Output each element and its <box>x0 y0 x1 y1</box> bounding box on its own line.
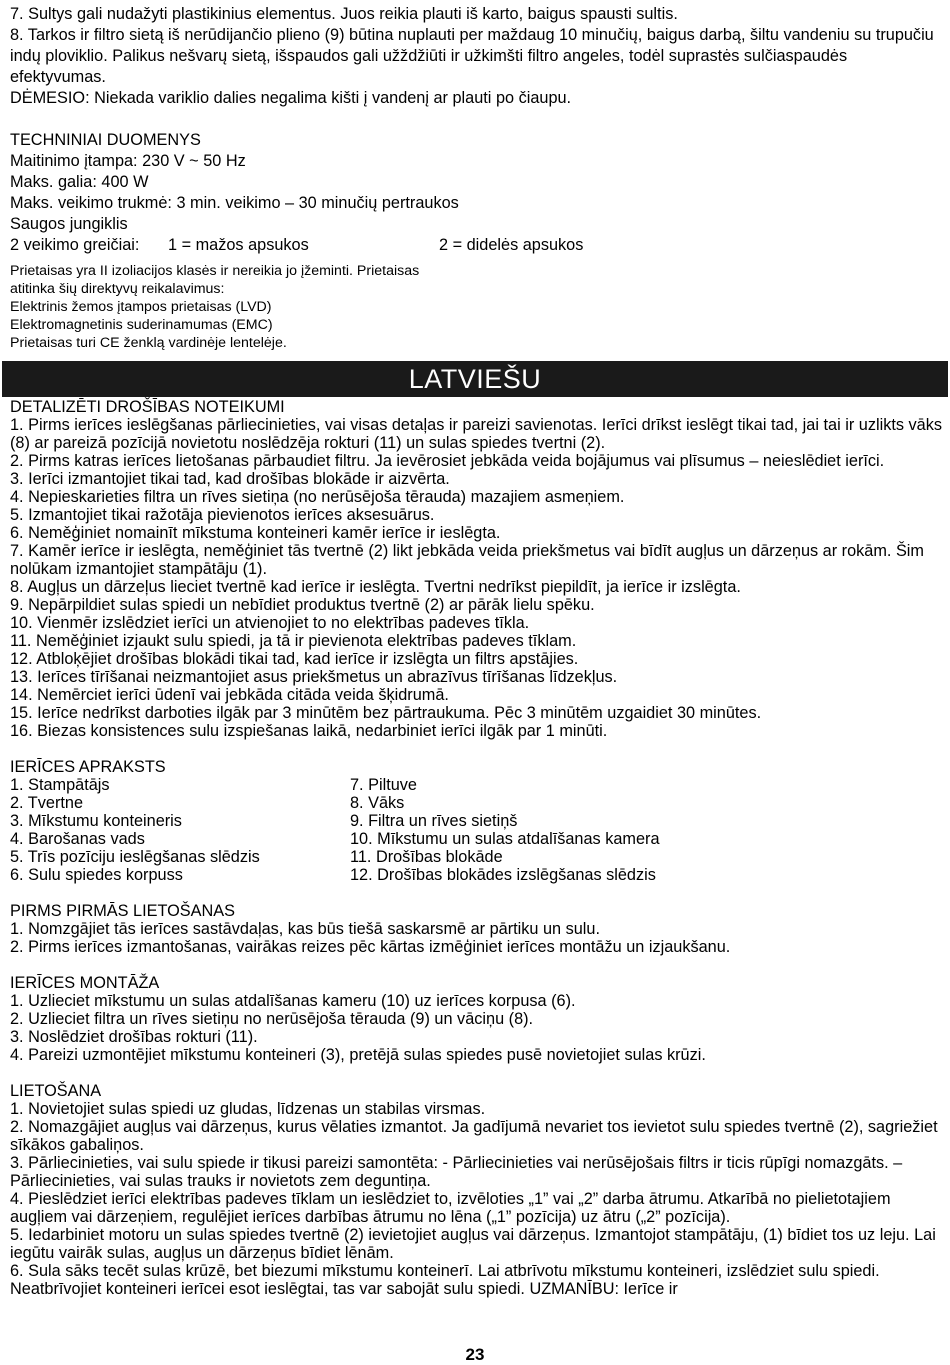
list-item: 3. Noslēdziet drošības rokturi (11). <box>10 1028 258 1046</box>
lt-tech-line: Maks. galia: 400 W <box>10 173 149 191</box>
list-item: 15. Ierīce nedrīkst darboties ilgāk par 3 minūtēm bez pārtraukuma. Pēc 3 minūtēm uzgaidiet 30 minūtes. <box>10 704 762 722</box>
lt-speed-high: 2 = didelės apsukos <box>439 236 584 254</box>
list-item: 7. Kamēr ierīce ir ieslēgta, neměģiniet tās tvertnē (2) likt jebkāda veida priekšmetus vai bīdīt augļus un dārzeņus ar rokām. Šim nolūkam izmantojiet stampātāju (1). <box>10 542 924 578</box>
lt-speed-low: 1 = mažos apsukos <box>168 236 309 254</box>
list-item: 12. Drošības blokādes izslēgšanas slēdzis <box>350 866 656 884</box>
list-item: 4. Pieslēdziet ierīci elektrības padeves tīklam un ieslēdziet to, izvēloties „1” vai „2” darba ātrumu. Atkarībā no pielietotajiem augļiem vai dārzeņiem, regulējiet ierīces darbības ātrumu no lēna („1” pozīcija) uz ātru („2” pozīcija). <box>10 1190 891 1226</box>
list-item: 16. Biezas konsistences sulu izspiešanas laikā, nedarbiniet ierīci ilgāk par 1 minūti. <box>10 722 608 740</box>
lv-desc-left <box>10 776 350 884</box>
list-item: 6. Sulu spiedes korpuss <box>10 866 183 884</box>
list-item: 9. Filtra un rīves sietiņš <box>350 812 518 830</box>
lt-compliance-line: Elektrinis žemos įtampos prietaisas (LVD) <box>10 299 272 315</box>
lithuanian-section <box>10 4 940 352</box>
list-item: 1. Uzlieciet mīkstumu un sulas atdalīšanas kameru (10) uz ierīces korpusa (6). <box>10 992 576 1010</box>
list-item: 1. Stampātājs <box>10 776 110 794</box>
list-item: 2. Tvertne <box>10 794 84 812</box>
list-item: 5. Trīs pozīciju ieslēgšanas slēdzis <box>10 848 260 866</box>
lt-compliance-line: Prietaisas turi CE ženklą vardinėje lentelėje. <box>10 335 287 351</box>
list-item: 11. Drošības blokāde <box>350 848 503 866</box>
list-item: 2. Pirms katras ierīces lietošanas pārbaudiet filtru. Ja ievērosiet jebkāda veida bojājumus vai plīsumus – neieslēdiet ierīci. <box>10 452 885 470</box>
list-item: 12. Atbloķējiet drošības blokādi tikai tad, kad ierīce ir izslēgta un filtrs apstājies. <box>10 650 579 668</box>
lt-item-8: 8. Tarkos ir filtro sietą iš nerūdijančio plieno (9) būtina nuplauti per maždaug 10 minučių, baigus darbą, šiltu vandeniu su trupučiu indų ploviklio. Palikus nešvarų sietą, išspaudos gali užždžiūti ir užkimšti filtro angeles, todėl suprastės sulčiaspaudės efektyvumas. <box>10 26 934 86</box>
lt-tech-line: Saugos jungiklis <box>10 215 128 233</box>
list-item: 10. Vienmēr izslēdziet ierīci un atvienojiet to no elektrības padeves tīkla. <box>10 614 530 632</box>
lv-first-use-heading: PIRMS PIRMĀS LIETOŠANAS <box>10 902 235 920</box>
lt-compliance-line: atitinka šių direktyvų reikalavimus: <box>10 281 225 297</box>
lt-compliance-line: Prietaisas yra II izoliacijos klasės ir nereikia jo įžeminti. Prietaisas <box>10 263 420 279</box>
list-item: 6. Sula sāks tecēt sulas krūzē, bet biezumi mīkstumu konteinerī. Lai atbrīvotu mīkstumu konteineri, izslēdziet sulu spiedi. Neatbrīvojiet konteineri ierīcei esot ieslēgtai, tas var sabojāt sulu spiedi. UZMANĪBU: Ierīce ir <box>10 1262 880 1298</box>
list-item: 3. Pārliecinieties, vai sulu spiede ir tikusi pareizi samontēta: - Pārliecinieties vai nerūsējošais filtrs ir ticis rūpīgi nomazgāts. – Pārliecinieties, vai sulas trauks ir novietots zem deguntiņa. <box>10 1154 903 1190</box>
list-item: 7. Piltuve <box>350 776 417 794</box>
list-item: 1. Pirms ierīces ieslēgšanas pārliecinieties, vai visas detaļas ir pareizi savienotas. Ierīci drīkst ieslēgt tikai tad, jai tai ir uzlikts vāks (8) ar pareizā pozīcijā novietotu noslēdzēja rokturi (11) un sulas spiedes tvertni (2). <box>10 416 943 452</box>
list-item: 6. Neměģiniet nomainīt mīkstuma konteineri kamēr ierīce ir ieslēgta. <box>10 524 501 542</box>
list-item: 13. Ierīces tīrīšanai neizmantojiet asus priekšmetus un abrazīvus tīrīšanas līdzekļus. <box>10 668 618 686</box>
list-item: 3. Ierīci izmantojiet tikai tad, kad drošības blokāde ir aizvērta. <box>10 470 450 488</box>
list-item: 11. Neměģiniet izjaukt sulu spiedi, ja tā ir pievienota elektrības padeves tīklam. <box>10 632 577 650</box>
list-item: 5. Izmantojiet tikai ražotāja pievienotos ierīces aksesuārus. <box>10 506 435 524</box>
list-item: 3. Mīkstumu konteineris <box>10 812 182 830</box>
list-item: 5. Iedarbiniet motoru un sulas spiedes tvertnē (2) ievietojiet augļus vai dārzeņus. Izmantojot stampātāju, (1) bīdiet tos uz leju. Lai iegūtu vairāk sulas, augļus un dārzeņus bīdiet lēnām. <box>10 1226 936 1262</box>
lt-speed-row <box>10 235 940 256</box>
list-item: 1. Novietojiet sulas spiedi uz gludas, līdzenas un stabilas virsmas. <box>10 1100 486 1118</box>
lt-tech-line: Maks. veikimo trukmė: 3 min. veikimo – 30 minučių pertraukos <box>10 194 459 212</box>
list-item: 2. Nomazgājiet augļus vai dārzeņus, kurus vēlaties izmantot. Ja gadījumā nevariet tos ievietot sulu spiedes tvertnē (2), sagriežiet sīkākos gabaliņos. <box>10 1118 938 1154</box>
list-item: 10. Mīkstumu un sulas atdalīšanas kamera <box>350 830 660 848</box>
list-item: 4. Barošanas vads <box>10 830 145 848</box>
lv-desc-right <box>350 776 910 884</box>
page-number: 23 <box>465 1345 485 1364</box>
lv-desc-list <box>10 776 942 884</box>
list-item: 9. Nepārpildiet sulas spiedi un nebīdiet produktus tvertnē (2) ar pārāk lielu spēku. <box>10 596 595 614</box>
list-item: 2. Uzlieciet filtra un rīves sietiņu no nerūsējoša tērauda (9) un vāciņu (8). <box>10 1010 534 1028</box>
list-item: 1. Nomzgājiet tās ierīces sastāvdaļas, kas būs tiešā saskarsmē ar pārtiku un sulu. <box>10 920 601 938</box>
lv-desc-heading: IERĪCES APRAKSTS <box>10 758 166 776</box>
lv-assembly-heading: IERĪCES MONTĀŽA <box>10 974 160 992</box>
lv-safety-list <box>10 416 942 740</box>
lt-warning: DĖMESIO: Niekada variklio dalies negalima kišti į vandenį ar plauti po čiaupu. <box>10 89 572 107</box>
latvian-section <box>10 398 942 1298</box>
lt-compliance-line: Elektromagnetinis suderinamumas (EMC) <box>10 317 273 333</box>
lv-safety-heading: DETALIZĒTI DROŠĪBAS NOTEIKUMI <box>10 398 285 416</box>
lt-item-7: 7. Sultys gali nudažyti plastikinius elementus. Juos reikia plauti iš karto, baigus spausti sultis. <box>10 5 678 23</box>
lt-tech-line: Maitinimo įtampa: 230 V ~ 50 Hz <box>10 152 246 170</box>
lt-speed-label: 2 veikimo greičiai: <box>10 236 140 254</box>
list-item: 8. Vāks <box>350 794 405 812</box>
lv-use-heading: LIETOŠANA <box>10 1082 102 1100</box>
list-item: 4. Nepieskarieties filtra un rīves sietiņa (no nerūsējoša tērauda) mazajiem asmeņiem. <box>10 488 625 506</box>
language-banner: LATVIEŠU <box>2 361 948 397</box>
list-item: 14. Nemērciet ierīci ūdenī vai jebkāda citāda veida šķidrumā. <box>10 686 449 704</box>
list-item: 4. Pareizi uzmontējiet mīkstumu konteineri (3), pretējā sulas spiedes pusē novietojiet sulas krūzi. <box>10 1046 706 1064</box>
lt-tech-heading: TECHNINIAI DUOMENYS <box>10 131 201 149</box>
list-item: 2. Pirms ierīces izmantošanas, vairākas reizes pēc kārtas izmēģiniet ierīces montāžu un izjaukšanu. <box>10 938 731 956</box>
list-item: 8. Augļus un dārzeļus lieciet tvertnē kad ierīce ir ieslēgta. Tvertni nedrīkst piepildīt, ja ierīce ir izslēgta. <box>10 578 741 596</box>
